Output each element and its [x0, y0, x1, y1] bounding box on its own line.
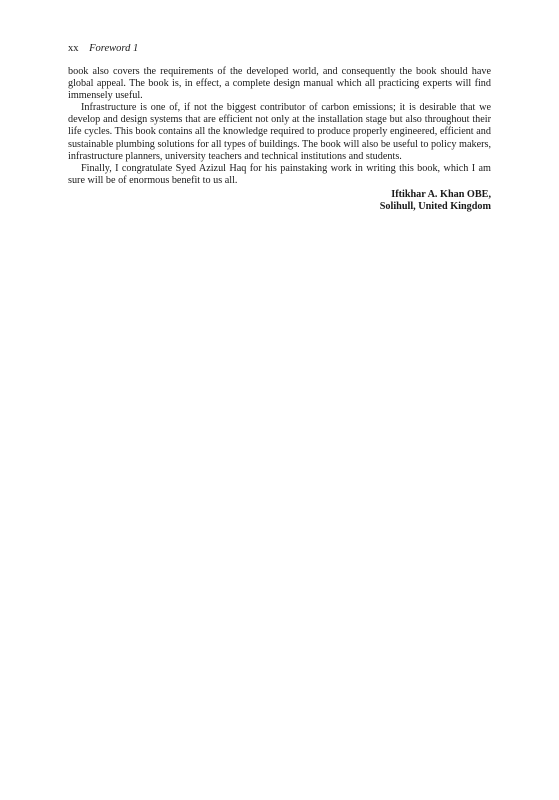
signature-location: Solihull, United Kingdom — [379, 201, 491, 213]
signature-block — [68, 189, 491, 214]
paragraph-closing: Finally, I congratulate Syed Azizul Haq for his painstaking work in writing this book, which I am sure will be of enormous benefit to us all. — [68, 162, 491, 186]
foreword-body — [68, 66, 491, 214]
paragraph-infrastructure: Infrastructure is one of, if not the biggest contributor of carbon emissions; it is desirable that we develop and design systems that are efficient not only at the installation stage but also throughout their life cycles. This book contains all the knowledge required to produce properly engineered, efficient and sustainable plumbing solutions for all types of buildings. The book will also be useful to policy makers, infrastructure planners, university teachers and technical institutions and students. — [68, 102, 491, 162]
section-title: Foreword 1 — [89, 43, 139, 54]
signature-name: Iftikhar A. Khan OBE, — [391, 188, 491, 200]
page-number: xx — [68, 43, 79, 54]
running-header — [68, 42, 138, 56]
paragraph-continuation: book also covers the requirements of the developed world, and consequently the book should have global appeal. The book is, in effect, a complete design manual which all practicing experts will find immensely useful. — [68, 66, 491, 102]
